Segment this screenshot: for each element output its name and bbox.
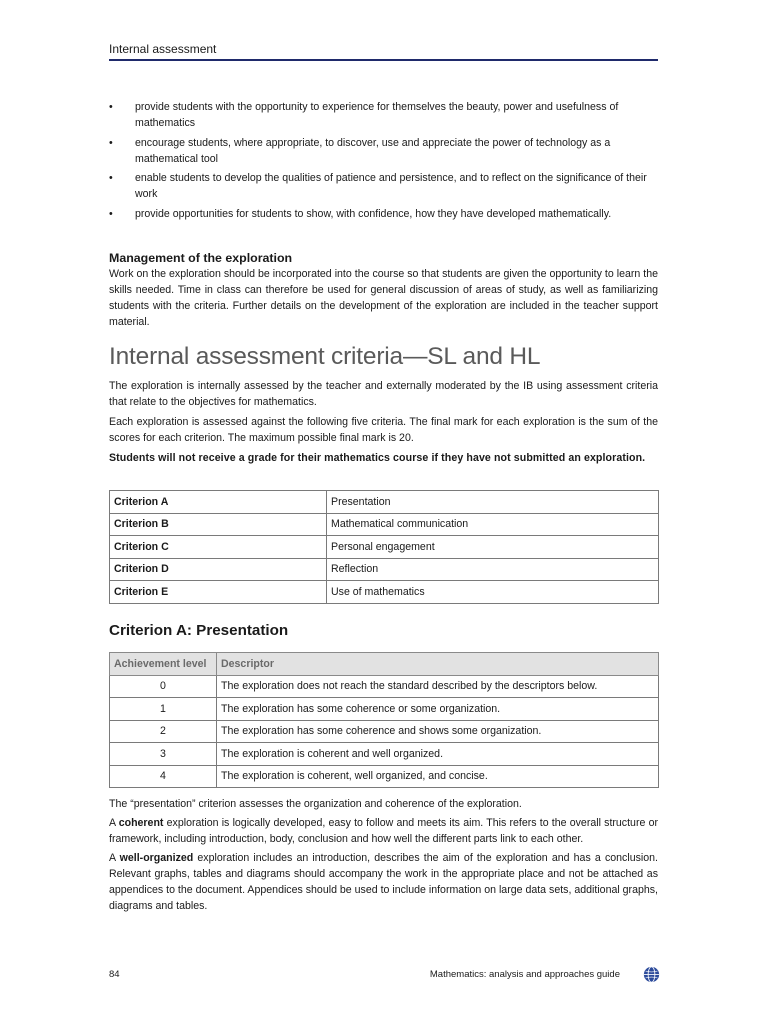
criterion-cell: Criterion E (110, 581, 327, 604)
section-title: Internal assessment criteria—SL and HL (109, 343, 541, 370)
table-row (110, 491, 659, 514)
criterion-cell: Criterion D (110, 558, 327, 581)
criterion-name-cell: Reflection (327, 558, 659, 581)
criterion-name-cell: Personal engagement (327, 536, 659, 559)
table-row (110, 581, 659, 604)
descriptor-cell: The exploration is coherent and well organized. (217, 743, 659, 766)
criterion-name-cell: Presentation (327, 491, 659, 514)
descriptor-cell: The exploration has some coherence and shows some organization. (217, 720, 659, 743)
criterion-cell: Criterion A (110, 491, 327, 514)
table-header-row (110, 653, 659, 676)
ib-globe-icon (643, 966, 660, 983)
presentation-explanation (109, 796, 658, 917)
achievement-table (109, 652, 659, 788)
list-item (109, 99, 658, 131)
aims-bullet-list (109, 99, 658, 225)
list-item (109, 135, 658, 167)
list-item-text: provide opportunities for students to show, with confidence, how they have developed mathematically. (135, 207, 612, 220)
descriptor-cell: The exploration does not reach the standard described by the descriptors below. (217, 675, 659, 698)
paragraph-body: exploration is logically developed, easy to follow and meets its aim. This refers to the overall structure or framework, including introduction, body, conclusion and how well the different parts link to each other. (109, 817, 658, 845)
coherent-term: coherent (118, 817, 164, 829)
guide-title: Mathematics: analysis and approaches guide (429, 969, 620, 980)
criteria-table (109, 490, 659, 604)
paragraph-prefix: A (109, 817, 119, 829)
management-paragraph: Work on the exploration should be incorporated into the course so that students are given the opportunity to learn the skills needed. Time in class can therefore be used for general discussion of areas of study, as well as familiarizing students with the criteria. Further details on the development of the exploration are included in the teacher support material. (109, 268, 658, 328)
page-number: 84 (109, 969, 120, 980)
management-heading: Management of the exploration (109, 251, 293, 265)
well-organized-term: well-organized (119, 852, 194, 864)
criterion-cell: Criterion C (110, 536, 327, 559)
level-cell: 0 (110, 675, 217, 698)
descriptor-header: Descriptor (217, 653, 659, 676)
table-row (110, 743, 659, 766)
list-item-text: encourage students, where appropriate, to discover, use and appreciate the power of technology as a mathematical tool (135, 136, 611, 165)
table-row (110, 558, 659, 581)
table-row (110, 513, 659, 536)
intro-paragraph-1: The exploration is internally assessed by the teacher and externally moderated by the IB using assessment criteria that relate to the objectives for mathematics. (109, 380, 658, 408)
list-item-text: enable students to develop the qualities of patience and persistence, and to reflect on the significance of their work (135, 172, 647, 200)
coherent-paragraph (109, 815, 658, 847)
header-rule (109, 59, 658, 61)
criterion-a-heading: Criterion A: Presentation (109, 622, 289, 639)
table-row (110, 536, 659, 559)
bullet-icon: • (109, 207, 113, 220)
criterion-name-cell: Use of mathematics (327, 581, 659, 604)
list-item-text: provide students with the opportunity to experience for themselves the beauty, power and usefulness of mathematics (135, 101, 619, 129)
level-cell: 2 (110, 720, 217, 743)
level-cell: 1 (110, 698, 217, 721)
paragraph-prefix: A (109, 852, 120, 864)
descriptor-cell: The exploration has some coherence or some organization. (217, 698, 659, 721)
list-item (109, 170, 658, 202)
bullet-icon: • (109, 101, 113, 113)
achievement-level-header: Achievement level (110, 653, 217, 676)
criteria-intro (109, 378, 658, 470)
running-head: Internal assessment (109, 42, 217, 56)
intro-paragraph-2: Each exploration is assessed against the following five criteria. The final mark for each exploration is the sum of the scores for each criterion. The maximum possible final mark is 20. (109, 416, 658, 444)
level-cell: 3 (110, 743, 217, 766)
level-cell: 4 (110, 765, 217, 788)
paragraph-body: exploration includes an introduction, describes the aim of the exploration and has a conclusion. Relevant graphs, tables and diagrams should accompany the work in the appropriate place and not be attached as appendices to the document. Appendices should be used to include information on large data sets, additional graphs, diagrams and tables. (109, 852, 658, 912)
criterion-cell: Criterion B (110, 513, 327, 536)
grade-warning: Students will not receive a grade for their mathematics course if they have not submitted an exploration. (109, 452, 646, 464)
presentation-paragraph-1: The “presentation” criterion assesses the organization and coherence of the exploration. (109, 798, 522, 810)
bullet-icon: • (109, 136, 113, 149)
table-row (110, 698, 659, 721)
management-section (109, 251, 658, 330)
bullet-icon: • (109, 172, 113, 184)
table-row (110, 675, 659, 698)
descriptor-cell: The exploration is coherent, well organized, and concise. (217, 765, 659, 788)
table-row (110, 720, 659, 743)
criterion-name-cell: Mathematical communication (327, 513, 659, 536)
list-item (109, 206, 658, 222)
table-row (110, 765, 659, 788)
well-organized-paragraph (109, 850, 658, 914)
